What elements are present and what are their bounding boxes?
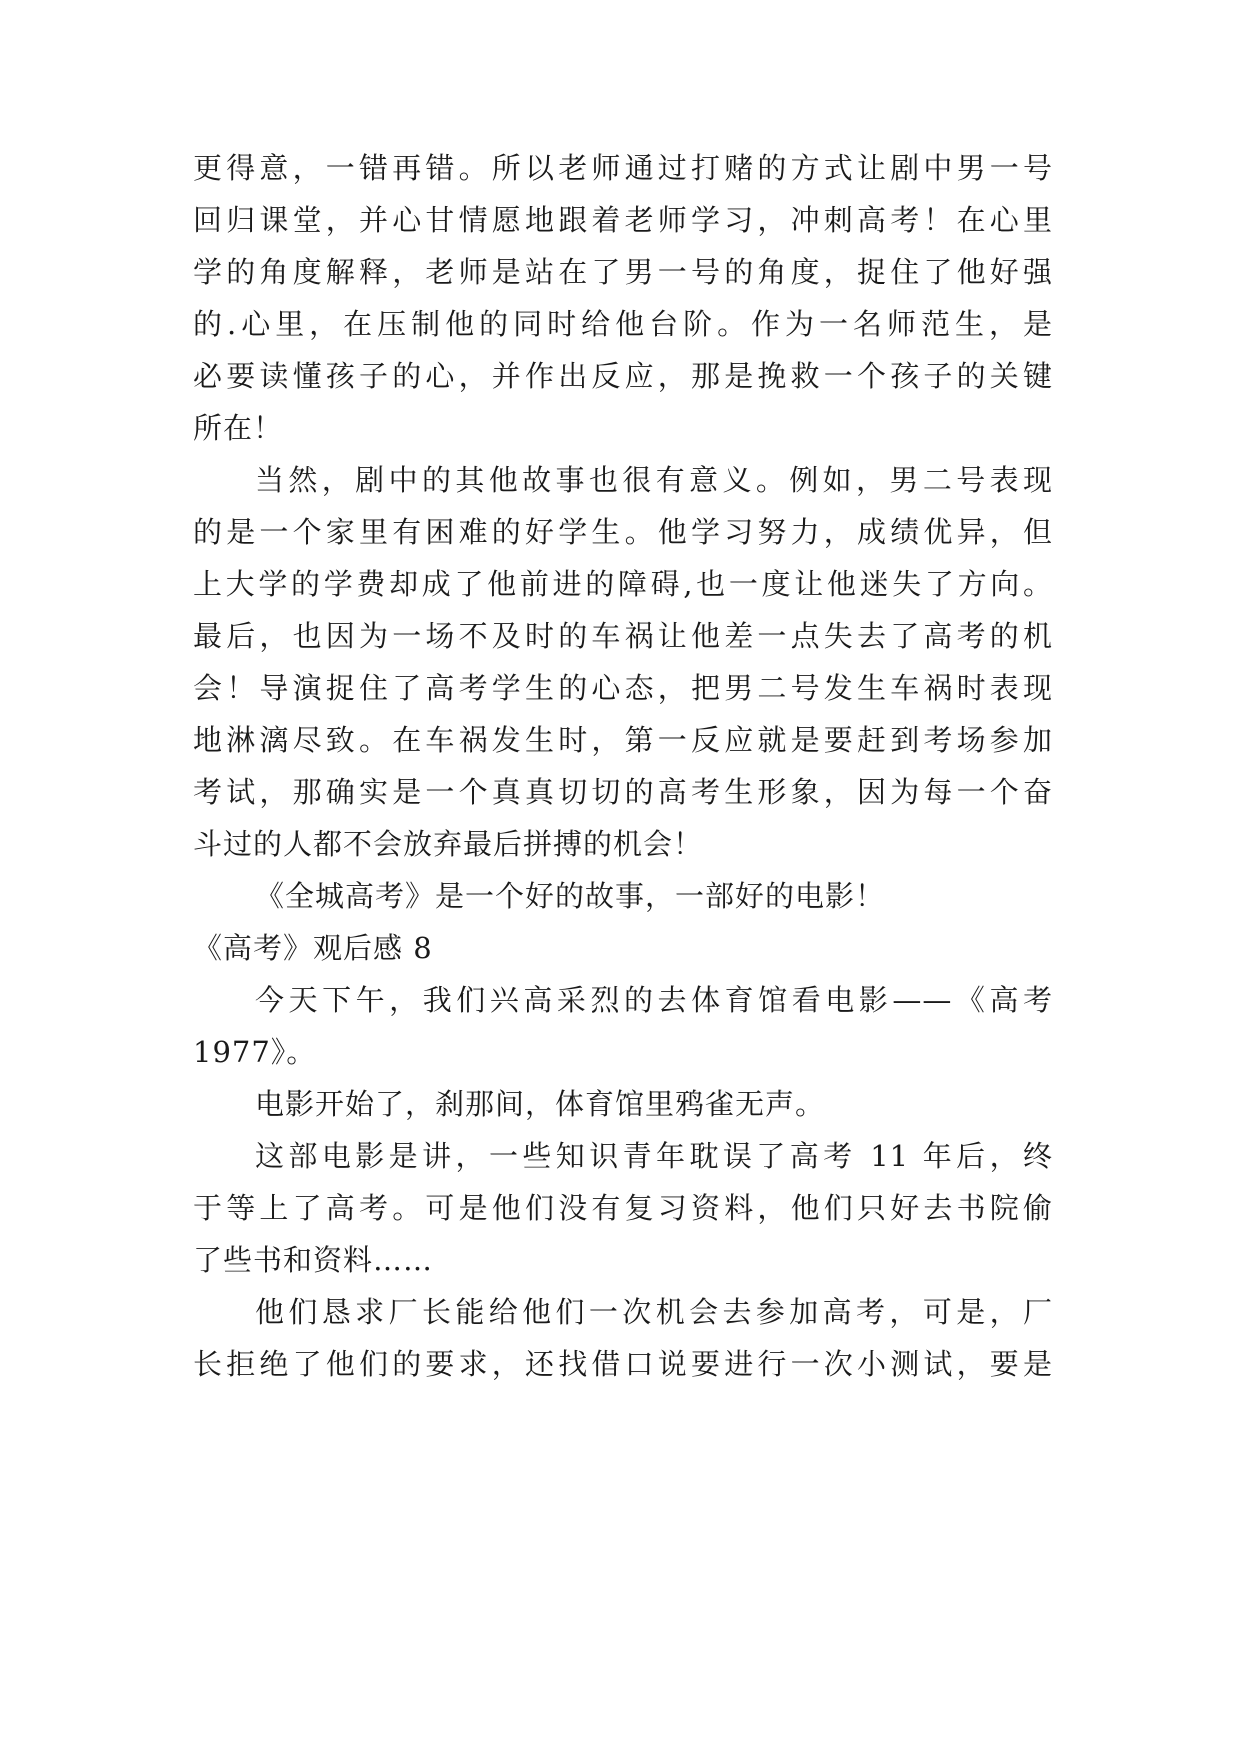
text-line: 的是一个家里有困难的好学生。他学习努力，成绩优异，但 — [193, 515, 1053, 549]
text-line: 地淋漓尽致。在车祸发生时，第一反应就是要赶到考场参加 — [193, 723, 1053, 757]
text-line: 的.心里，在压制他的同时给他台阶。作为一名师范生，是 — [193, 307, 1053, 341]
text-line: 最后，也因为一场不及时的车祸让他差一点失去了高考的机 — [193, 619, 1053, 653]
text-line: 于等上了高考。可是他们没有复习资料，他们只好去书院偷 — [193, 1191, 1053, 1225]
text-line: 长拒绝了他们的要求，还找借口说要进行一次小测试，要是 — [193, 1347, 1053, 1381]
text-line: 上大学的学费却成了他前进的障碍,也一度让他迷失了方向。 — [193, 567, 1053, 601]
text-line: 会！导演捉住了高考学生的心态，把男二号发生车祸时表现 — [193, 671, 1053, 705]
text-line: 1977》。 — [193, 1035, 317, 1069]
text-line: 更得意，一错再错。所以老师通过打赌的方式让剧中男一号 — [193, 151, 1053, 185]
text-line: 所在！ — [193, 411, 284, 445]
text-line: 斗过的人都不会放弃最后拼搏的机会！ — [193, 827, 704, 861]
paragraph-first-line: 这部电影是讲，一些知识青年耽误了高考 11 年后，终 — [255, 1139, 1053, 1173]
paragraph-first-line: 今天下午，我们兴高采烈的去体育馆看电影——《高考 — [255, 983, 1053, 1017]
paragraph-first-line: 电影开始了，刹那间，体育馆里鸦雀无声。 — [255, 1087, 826, 1121]
text-line: 了些书和资料…… — [193, 1243, 434, 1277]
paragraph-first-line: 当然，剧中的其他故事也很有意义。例如，男二号表现 — [255, 463, 1053, 497]
paragraph-first-line: 《全城高考》是一个好的故事，一部好的电影！ — [255, 879, 886, 913]
text-line: 考试，那确实是一个真真切切的高考生形象，因为每一个奋 — [193, 775, 1053, 809]
paragraph-first-line: 他们恳求厂长能给他们一次机会去参加高考，可是，厂 — [255, 1295, 1053, 1329]
section-heading: 《高考》观后感 8 — [193, 931, 433, 965]
text-line: 学的角度解释，老师是站在了男一号的角度，捉住了他好强 — [193, 255, 1053, 289]
text-line: 回归课堂，并心甘情愿地跟着老师学习，冲刺高考！在心里 — [193, 203, 1053, 237]
text-line: 必要读懂孩子的心，并作出反应，那是挽救一个孩子的关键 — [193, 359, 1053, 393]
